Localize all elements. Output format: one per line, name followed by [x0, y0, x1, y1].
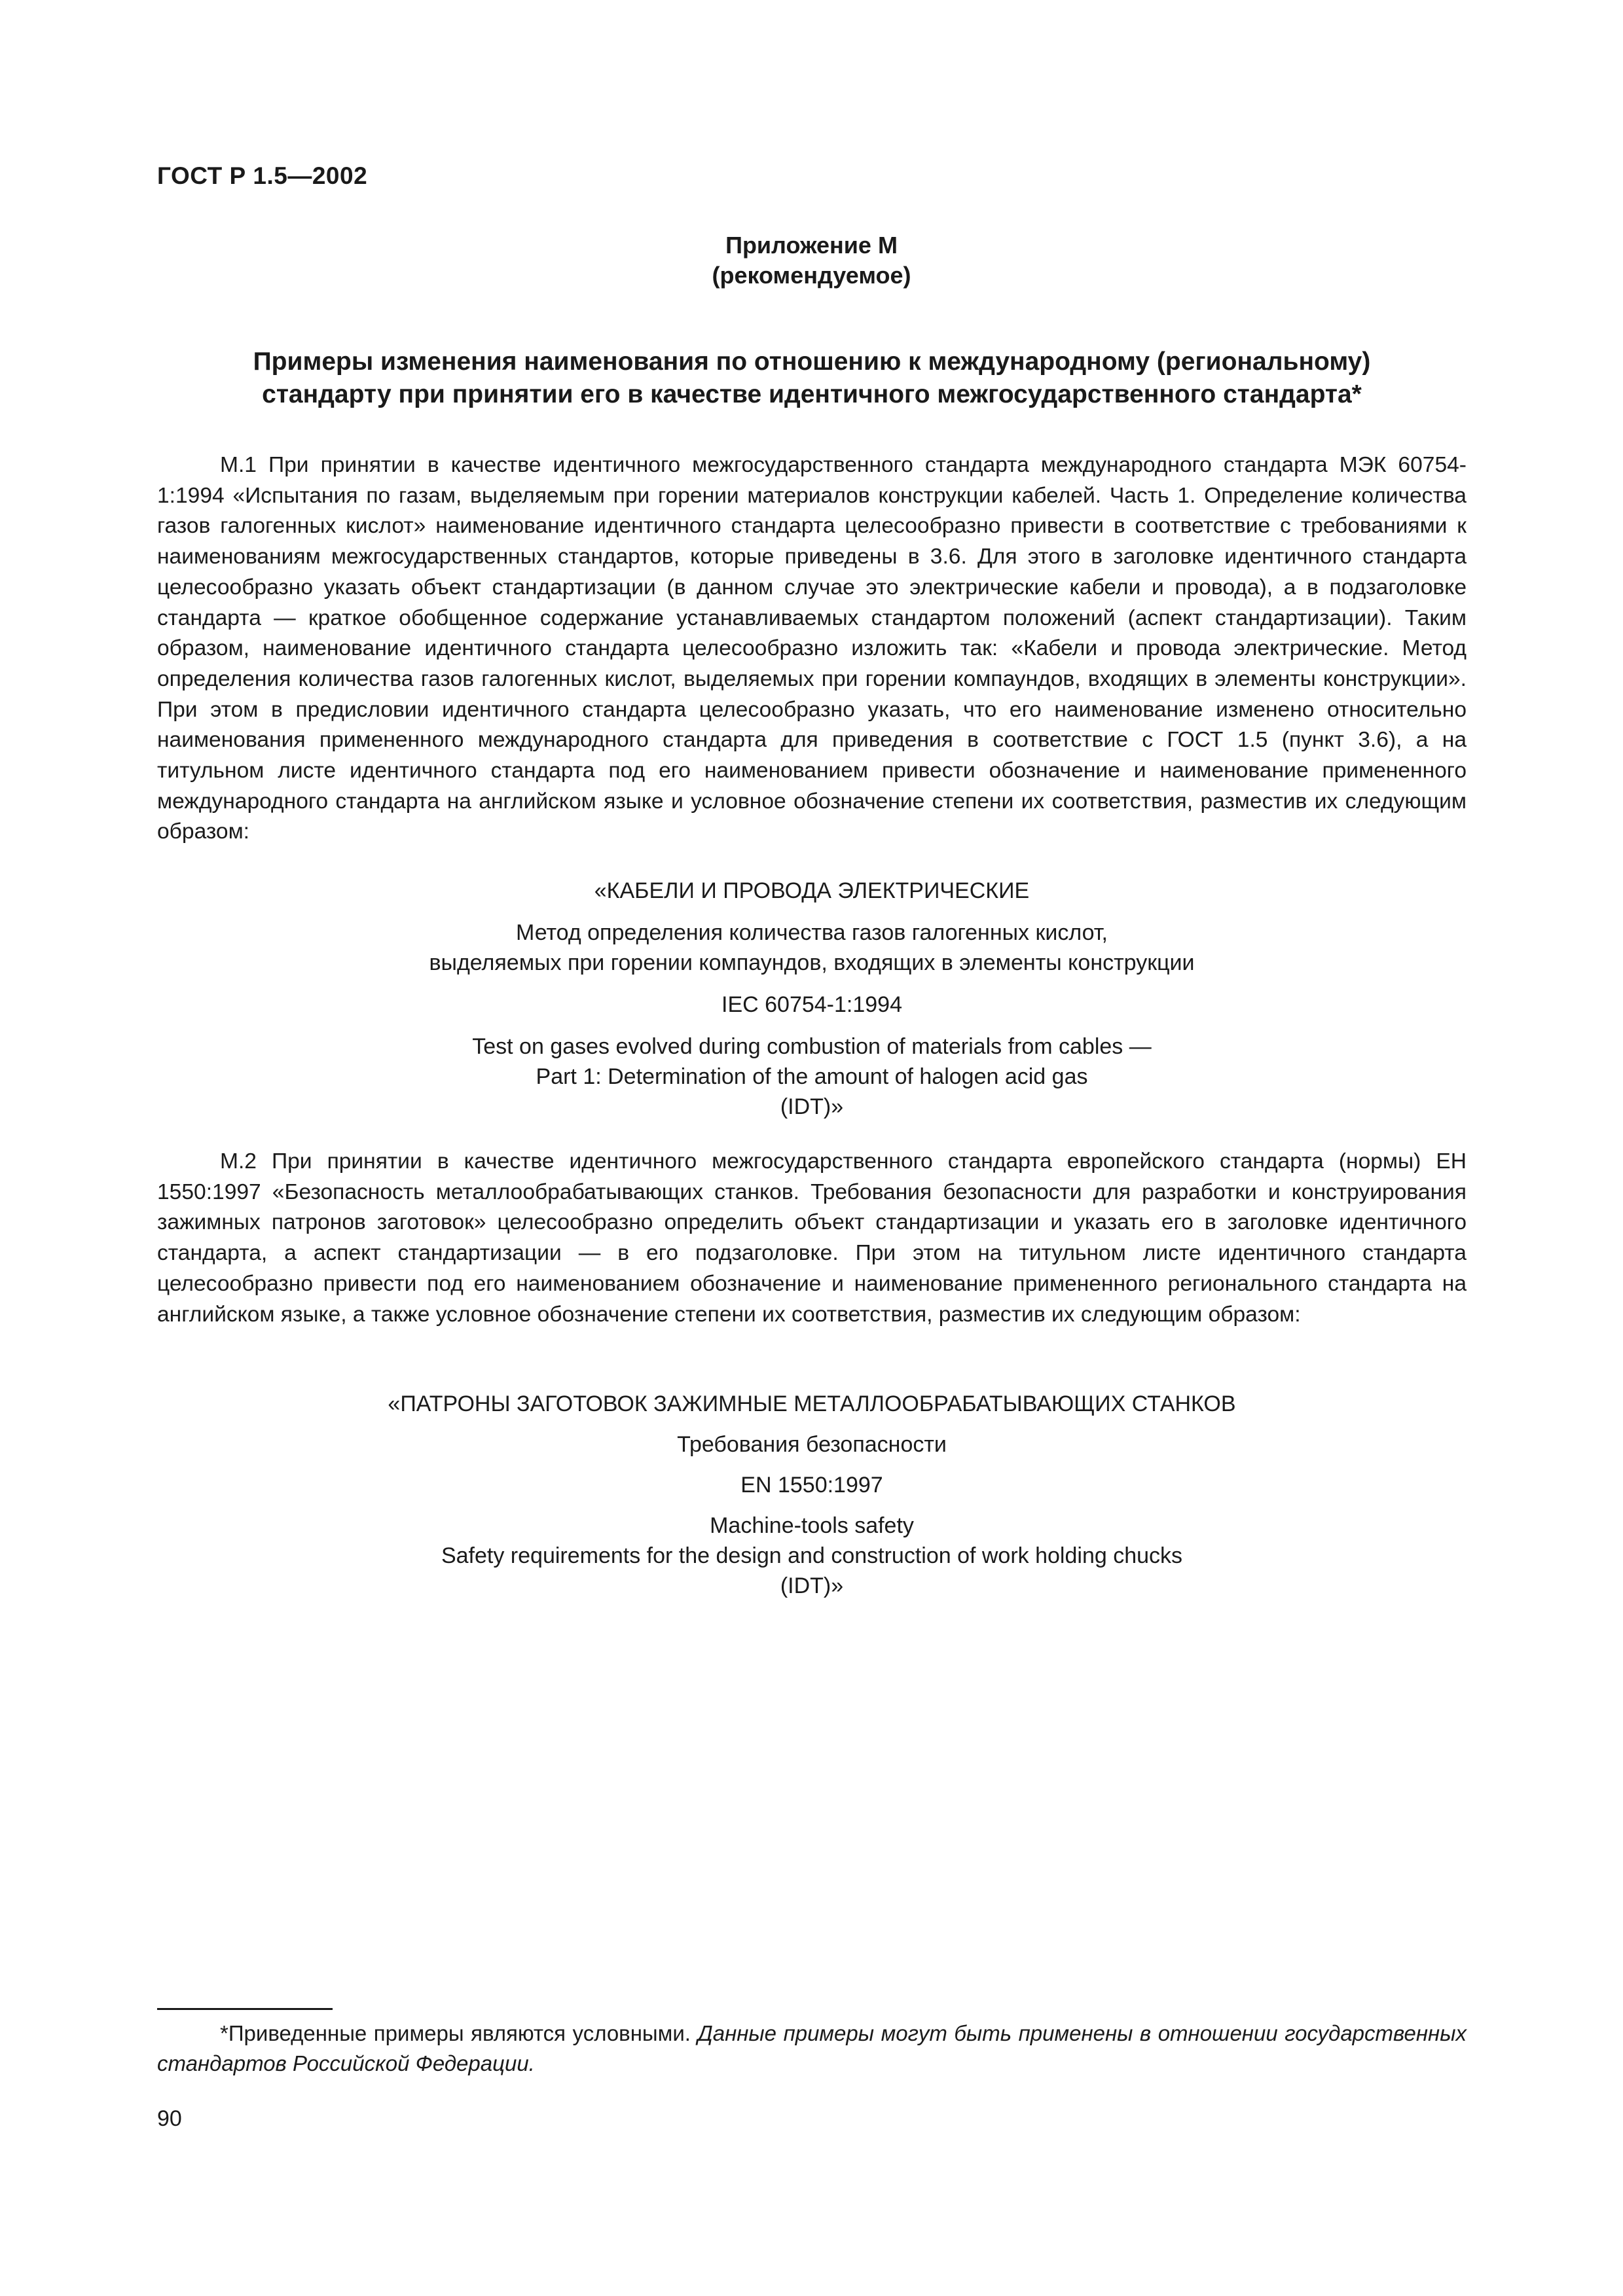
- example-1-subtitle-line-1: Метод определения количества газов галогенных кислот,: [516, 920, 1108, 945]
- footnote-italic: Данные примеры могут быть применены в отношении государственных стандартов Российской Федерации.: [157, 2021, 1467, 2075]
- example-1-title: «КАБЕЛИ И ПРОВОДА ЭЛЕКТРИЧЕСКИЕ: [594, 878, 1030, 903]
- example-2-degree: (IDT)»: [780, 1573, 844, 1598]
- footnote: [157, 2018, 1467, 2079]
- example-1-subtitle-line-2: выделяемых при горении компаундов, входящих в элементы конструкции: [429, 950, 1195, 975]
- example-1-english-line-2: Part 1: Determination of the amount of halogen acid gas: [536, 1064, 1088, 1089]
- document-code: ГОСТ Р 1.5—2002: [157, 162, 368, 189]
- example-2-english-line-1: Machine-tools safety: [710, 1513, 914, 1538]
- appendix-status: (рекомендуемое): [712, 262, 911, 289]
- footnote-divider: [157, 2008, 333, 2010]
- title-line-1: Примеры изменения наименования по отношению к международному (региональному): [253, 348, 1371, 376]
- appendix-title: [157, 346, 1467, 411]
- paragraph-m2: М.2 При принятии в качестве идентичного межгосударственного стандарта европейского стандарта (нормы) ЕН 1550:1997 «Безопасность металлообрабатывающих станков. Требования безопасности для разработки и конструирования зажимных патронов заготовок» целесообразно определить объект стандартизации и указать его в заголовке идентичного стандарта, а аспект стандартизации — в его подзаголовке. При этом на титульном листе идентичного стандарта целесообразно привести под его наименованием обозначение и наименование примененного регионального стандарта на английском языке, а также условное обозначение степени их соответствия, разместив их следующим образом:: [157, 1149, 1467, 1327]
- appendix-label: Приложение М: [725, 232, 898, 259]
- title-line-2: стандарту при принятии его в качестве идентичного межгосударственного стандарта*: [262, 380, 1362, 408]
- example-2-title: «ПАТРОНЫ ЗАГОТОВОК ЗАЖИМНЫЕ МЕТАЛЛООБРАБАТЫВАЮЩИХ СТАНКОВ: [388, 1391, 1236, 1416]
- example-1-designation: IEC 60754-1:1994: [721, 992, 902, 1017]
- example-2-subtitle: Требования безопасности: [677, 1432, 947, 1457]
- paragraph-m1: М.1 При принятии в качестве идентичного межгосударственного стандарта международного стандарта МЭК 60754-1:1994 «Испытания по газам, выделяемым при горении материалов конструкции кабелей. Часть 1. Определение количества газов галогенных кислот» наименование идентичного стандарта целесообразно привести в соответствие с требованиями к наименованиям межгосударственных стандартов, которые приведены в 3.6. Для этого в заголовке идентичного стандарта целесообразно указать объект стандартизации (в данном случае это электрические кабели и провода), а в подзаголовке стандарта — краткое обобщенное содержание устанавливаемых стандартом положений (аспект стандартизации). Таким образом, наименование идентичного стандарта целесообразно изложить так: «Кабели и провода электрические. Метод определения количества газов галогенных кислот, выделяемых при горении компаундов, входящих в элементы конструкции». При этом в предисловии идентичного стандарта целесообразно указать, что его наименование изменено относительно наименования примененного международного стандарта для приведения в соответствие с ГОСТ 1.5 (пункт 3.6), а на титульном листе идентичного стандарта под его наименованием привести обозначение и наименование примененного международного стандарта на английском языке и условное обозначение степени их соответствия, разместив их следующим образом:: [157, 453, 1467, 844]
- footnote-plain: *Приведенные примеры являются условными.: [220, 2021, 698, 2045]
- example-2-english-line-2: Safety requirements for the design and construction of work holding chucks: [441, 1543, 1183, 1568]
- example-1-english-line-1: Test on gases evolved during combustion of materials from cables —: [472, 1034, 1152, 1059]
- page-number: 90: [157, 2106, 182, 2131]
- example-1-block: [157, 876, 1467, 1122]
- example-2-designation: EN 1550:1997: [740, 1473, 883, 1498]
- example-1-degree: (IDT)»: [780, 1094, 844, 1119]
- example-2-block: [157, 1389, 1467, 1601]
- appendix-heading: [0, 230, 1623, 291]
